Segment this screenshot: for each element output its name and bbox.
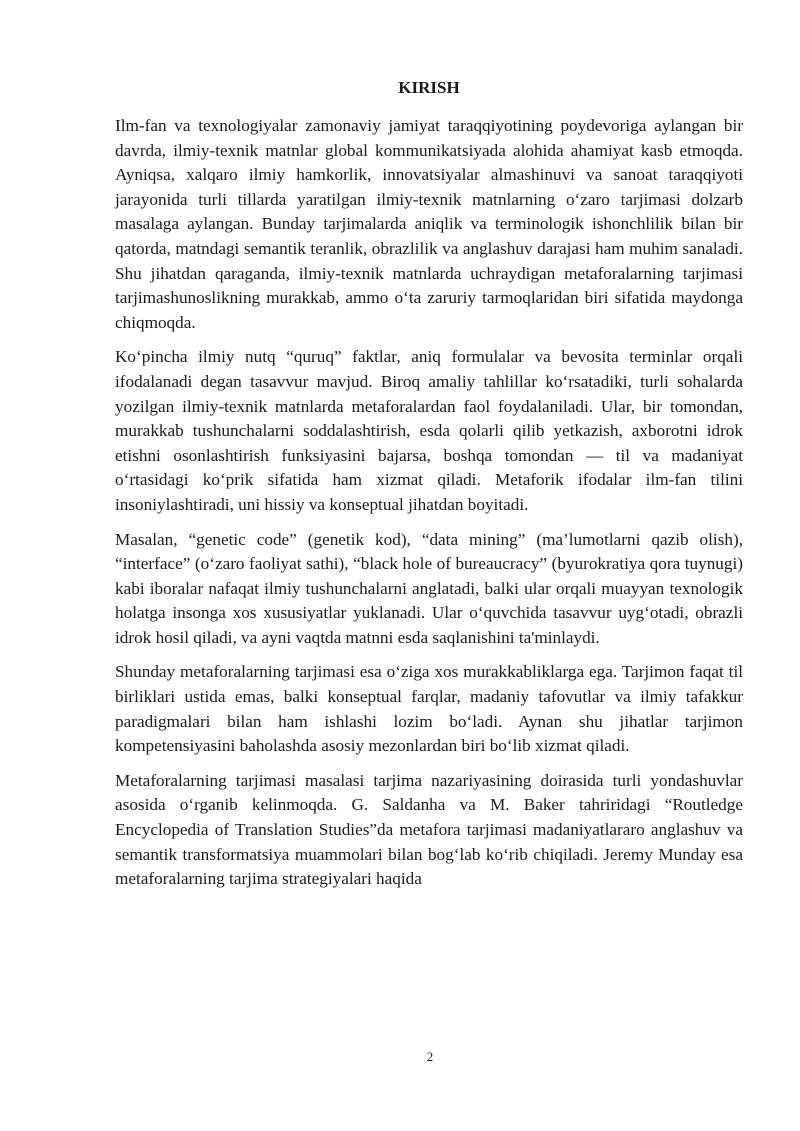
- paragraph-translation-theory: Metaforalarning tarjimasi masalasi tarjima nazariyasining doirasida turli yondashuvlar asosida o‘rganib kelinmoqda. G. Saldanha va M. Baker tahriridagi “Routledge Encyclopedia of Translation Studies”da metafora tarjimasi madaniyatlararo anglashuv va semantik transformatsiya muammolari bilan bog‘lab ko‘rib chiqiladi. Jeremy Munday esa metaforalarning tarjima strategiyalari haqida: [115, 770, 743, 889]
- paragraph-metaphor-examples: Masalan, “genetic code” (genetik kod), “data mining” (ma’lumotlarni qazib olish), “interface” (o‘zaro faoliyat sathi), “black hole of bureaucracy” (byurokratiya qora tuynugi) kabi iboralar nafaqat ilmiy tushunchalarni anglatadi, balki ular orqali muayyan texnologik holatga insonga xos xususiyatlar yuklanadi. Ular o‘quvchida tasavvur uyg‘otadi, obrazli idrok hosil qiladi, va ayni vaqtda matnni esda saqlanishini ta'minlaydi.: [115, 529, 743, 647]
- body-text: [115, 114, 743, 902]
- page-number: 2: [426, 1049, 434, 1064]
- paragraph-scientific-speech: Ko‘pincha ilmiy nutq “quruq” faktlar, aniq formulalar va bevosita terminlar orqali ifodalanadi degan tasavvur mavjud. Biroq amaliy tahlillar ko‘rsatadiki, turli sohalarda yozilgan ilmiy-texnik matnlarda metaforalardan faol foydalaniladi. Ular, bir tomondan, murakkab tushunchalarni soddalashtirish, esda qolarli qilib yetkazish, axborotni idrok etishni osonlashtirish funksiyasini bajarsa, boshqa tomondan — til va madaniyat o‘rtasidagi ko‘prik sifatida ham xizmat qiladi. Metaforik ifodalar ilm-fan tilini insoniylashtiradi, uni hissiy va konseptual jihatdan boyitadi.: [115, 347, 743, 514]
- paragraph-translation-complexity: Shunday metaforalarning tarjimasi esa o‘ziga xos murakkabliklarga ega. Tarjimon faqat til birliklari ustida emas, balki konseptual farqlar, madaniy tafovutlar va ilmiy tafakkur paradigmalari bilan ham ishlashi lozim bo‘ladi. Aynan shu jihatlar tarjimon kompetensiyasini baholashda asosiy mezonlardan biri bo‘lib xizmat qiladi.: [115, 662, 743, 756]
- paragraph-introduction: Ilm-fan va texnologiyalar zamonaviy jamiyat taraqqiyotining poydevoriga aylangan bir davrda, ilmiy-texnik matnlar global kommunikatsiyada alohida ahamiyat kasb etmoqda. Ayniqsa, xalqaro ilmiy hamkorlik, innovatsiyalar almashinuvi va sanoat taraqqiyoti jarayonida turli tillarda yaratilgan ilmiy-texnik matnlarning o‘zaro tarjimasi dolzarb masalaga aylangan. Bunday tarjimalarda aniqlik va terminologik ishonchlilik bilan bir qatorda, matndagi semantik teranlik, obrazlilik va anglashuv darajasi ham muhim sanaladi. Shu jihatdan qaraganda, ilmiy-texnik matnlarda uchraydigan metaforalarning tarjimasi tarjimashunoslikning murakkab, ammo o‘ta zaruriy tarmoqlaridan biri sifatida maydonga chiqmoqda.: [115, 116, 743, 332]
- section-heading: KIRISH: [398, 78, 460, 97]
